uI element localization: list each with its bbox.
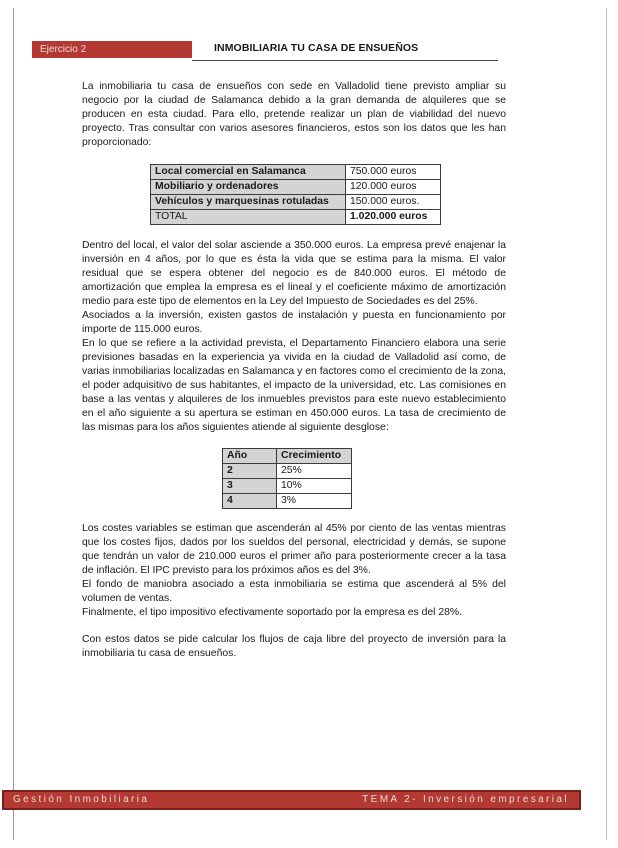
investment-label: Local comercial en Salamanca xyxy=(151,165,346,180)
table-row xyxy=(151,195,441,210)
investment-label: Vehículos y marquesinas rotuladas xyxy=(151,195,346,210)
investment-value: 750.000 euros xyxy=(346,165,441,180)
previsiones-paragraph: En lo que se refiere a la actividad prevista, el Departamento Financiero elabora una serie previsiones basadas en la experiencia ya vivida en la ciudad de Valladolid así como, de varias inmobiliarias localizadas en Salamanca y en factores como el crecimiento de la zona, el poder adquisitivo de sus habitantes, el impacto de la universidad, etc. Las comisiones en base a las ventas y alquileres de los inmuebles previstos para este nuevo establecimiento en el año siguiente a su apertura se estiman en 450.000 euros. La tasa de crecimiento de las mismas para los años siguientes atiende al siguiente desglose: xyxy=(82,338,506,433)
table-row xyxy=(223,479,352,494)
table-row xyxy=(151,165,441,180)
total-label: TOTAL xyxy=(151,210,346,225)
year-cell: 2 xyxy=(223,464,277,479)
growth-table xyxy=(222,448,352,509)
document-body xyxy=(82,80,506,661)
year-header: Año xyxy=(223,449,277,464)
footer-bar xyxy=(2,790,581,810)
investment-label: Mobiliario y ordenadores xyxy=(151,180,346,195)
header-divider xyxy=(192,60,498,61)
investment-value: 120.000 euros xyxy=(346,180,441,195)
growth-header: Crecimiento xyxy=(277,449,352,464)
year-cell: 3 xyxy=(223,479,277,494)
total-value: 1.020.000 euros xyxy=(346,210,441,225)
investment-value: 150.000 euros. xyxy=(346,195,441,210)
growth-cell: 10% xyxy=(277,479,352,494)
impositivo-paragraph: Finalmente, el tipo impositivo efectivamente soportado por la empresa es del 28%. xyxy=(82,607,463,618)
exercise-tag: Ejercicio 2 xyxy=(32,41,192,58)
growth-cell: 3% xyxy=(277,494,352,509)
table-row xyxy=(151,180,441,195)
gastos-paragraph: Asociados a la inversión, existen gastos de instalación y puesta en funcionamiento por importe de 115.000 euros. xyxy=(82,310,506,335)
intro-paragraph: La inmobiliaria tu casa de ensueños con sede en Valladolid tiene previsto ampliar su negocio por la ciudad de Salamanca debido a la gran demanda de alquileres que se producen en esta ciudad. Para ello, pretende realizar un plan de viabilidad del nuevo proyecto. Tras consultar con varios asesores financieros, estos son los datos que les han proporcionado: xyxy=(82,81,506,148)
table-row xyxy=(223,464,352,479)
table-header-row xyxy=(223,449,352,464)
growth-cell: 25% xyxy=(277,464,352,479)
footer-topic: TEMA 2- Inversión empresarial xyxy=(362,794,569,805)
investment-table xyxy=(150,164,441,225)
footer-course: Gestión Inmobiliaria xyxy=(13,794,150,805)
page-title: INMOBILIARIA TU CASA DE ENSUEÑOS xyxy=(214,42,419,54)
question-paragraph: Con estos datos se pide calcular los flujos de caja libre del proyecto de inversión para la inmobiliaria tu casa de ensueños. xyxy=(82,634,506,659)
table-row xyxy=(223,494,352,509)
year-cell: 4 xyxy=(223,494,277,509)
costes-paragraph: Los costes variables se estiman que ascenderán al 45% por ciento de las ventas mientras que los costes fijos, dados por los sueldos del personal, electricidad y demás, se supone que tendrán un valor de 210.000 euros el primer año para posteriormente crecer a la tasa de inflación. El IPC previsto para los próximos años es del 3%. xyxy=(82,523,506,576)
local-paragraph: Dentro del local, el valor del solar asciende a 350.000 euros. La empresa prevé enajenar la inversión en 4 años, por lo que es ésta la vida que se estima para la misma. El valor residual que se espera obtener del negocio es de 840.000 euros. El método de amortización que emplea la empresa es el lineal y el coeficiente máximo de amortización medio para este tipo de elementos en la Ley del Impuesto de Sociedades es del 25%. xyxy=(82,240,506,307)
fondo-paragraph: El fondo de maniobra asociado a esta inmobiliaria se estima que ascenderá al 5% del volumen de ventas. xyxy=(82,579,506,604)
table-row-total xyxy=(151,210,441,225)
